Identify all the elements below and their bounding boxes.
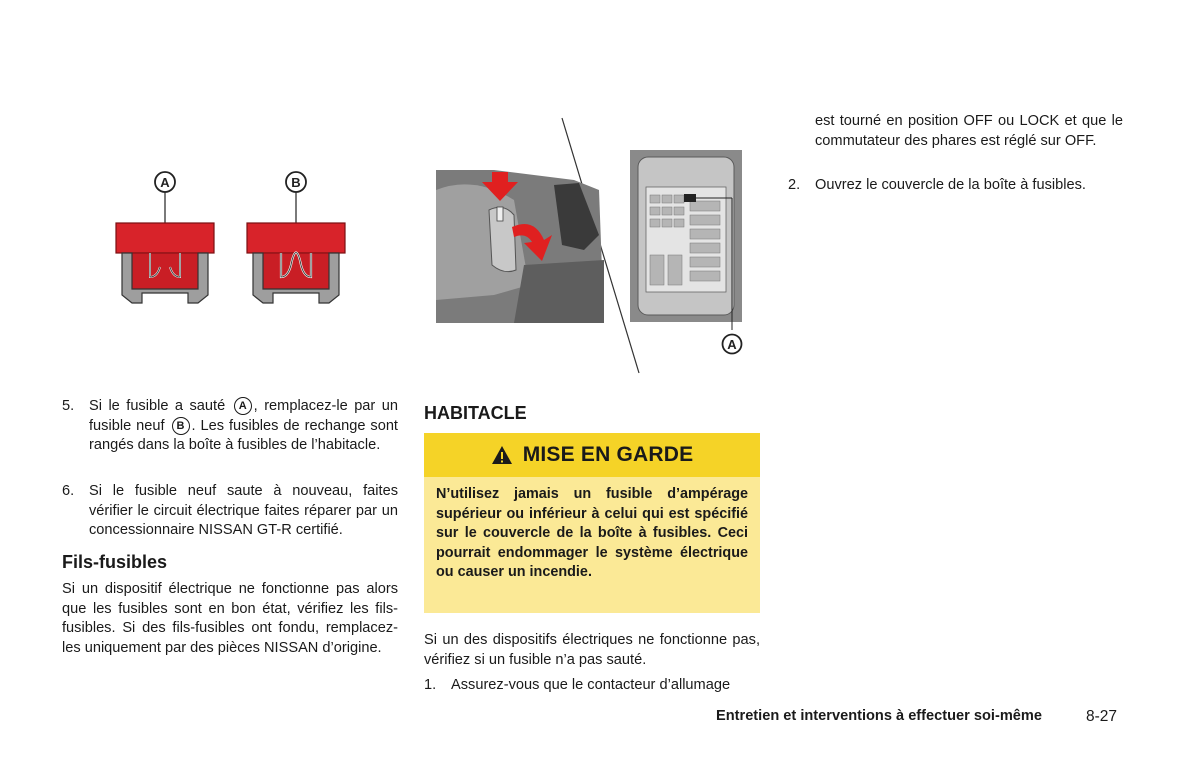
- list-number: 2.: [788, 177, 801, 193]
- ref-b-icon: B: [172, 417, 190, 435]
- list-text: Assurez-vous que le contacteur d’allumage: [451, 677, 731, 693]
- fusebox-label: A: [727, 337, 737, 352]
- list-text: Si le fusible a sauté A , remplacez-le par un fusible neuf B . Les fusibles de rechange sont rangés dans la boîte à fusibles de l’habitacle.: [89, 398, 398, 454]
- page-number: 8-27: [1086, 708, 1118, 725]
- footer-section-title: Entretien et interventions à effectuer soi-même: [716, 708, 1043, 724]
- list-item-1: [424, 676, 760, 696]
- warning-title: MISE EN GARDE: [522, 443, 694, 466]
- fuse-b-label: B: [291, 175, 301, 190]
- list-item-2: [788, 176, 1123, 196]
- list-item-5: [62, 397, 398, 477]
- fuse-a-label: A: [160, 175, 170, 190]
- fuse-illustration: [110, 165, 360, 310]
- fils-fusibles-paragraph: Si un dispositif électrique ne fonctionne pas alors que les fusibles sont en bon état, vérifiez les fils-fusibles. Si des fils-fusibles ont fondu, remplacez-les uniquement par des pièces NISSAN d’origine.: [62, 581, 398, 656]
- warning-text: N’utilisez jamais un fusible d’ampérage supérieur ou inférieur à celui qui est spécifié sur le couvercle de la boîte à fusibles. Ceci pourrait endommager le système électrique ou causer un incendie.: [424, 477, 760, 613]
- list-text: Si le fusible neuf saute à nouveau, faites vérifier le circuit électrique faites réparer par un concessionnaire NISSAN GT-R certifié.: [89, 483, 398, 539]
- continued-text: est tourné en position OFF ou LOCK et que le commutateur des phares est réglé sur OFF.: [815, 113, 1123, 149]
- habitacle-paragraph: Si un des dispositifs électriques ne fonctionne pas, vérifiez si un fusible n’a pas sauté.: [424, 632, 760, 668]
- habitacle-heading: HABITACLE: [424, 403, 527, 423]
- warning-header: [424, 433, 760, 477]
- list-number: 1.: [424, 677, 437, 693]
- fils-fusibles-heading: Fils-fusibles: [62, 552, 168, 572]
- new-fuse: [247, 172, 345, 303]
- dashboard-panel-photo: [436, 170, 604, 323]
- fusebox-photo: [630, 150, 742, 354]
- list-number: 6.: [62, 483, 75, 499]
- warning-icon: [491, 445, 513, 465]
- list-item-6: [62, 482, 398, 542]
- list-text: Ouvrez le couvercle de la boîte à fusibles.: [815, 177, 1086, 193]
- list-number: 5.: [62, 398, 75, 414]
- blown-fuse: [116, 172, 214, 303]
- ref-a-icon: A: [234, 397, 252, 415]
- cabin-fusebox-illustration: [434, 115, 764, 377]
